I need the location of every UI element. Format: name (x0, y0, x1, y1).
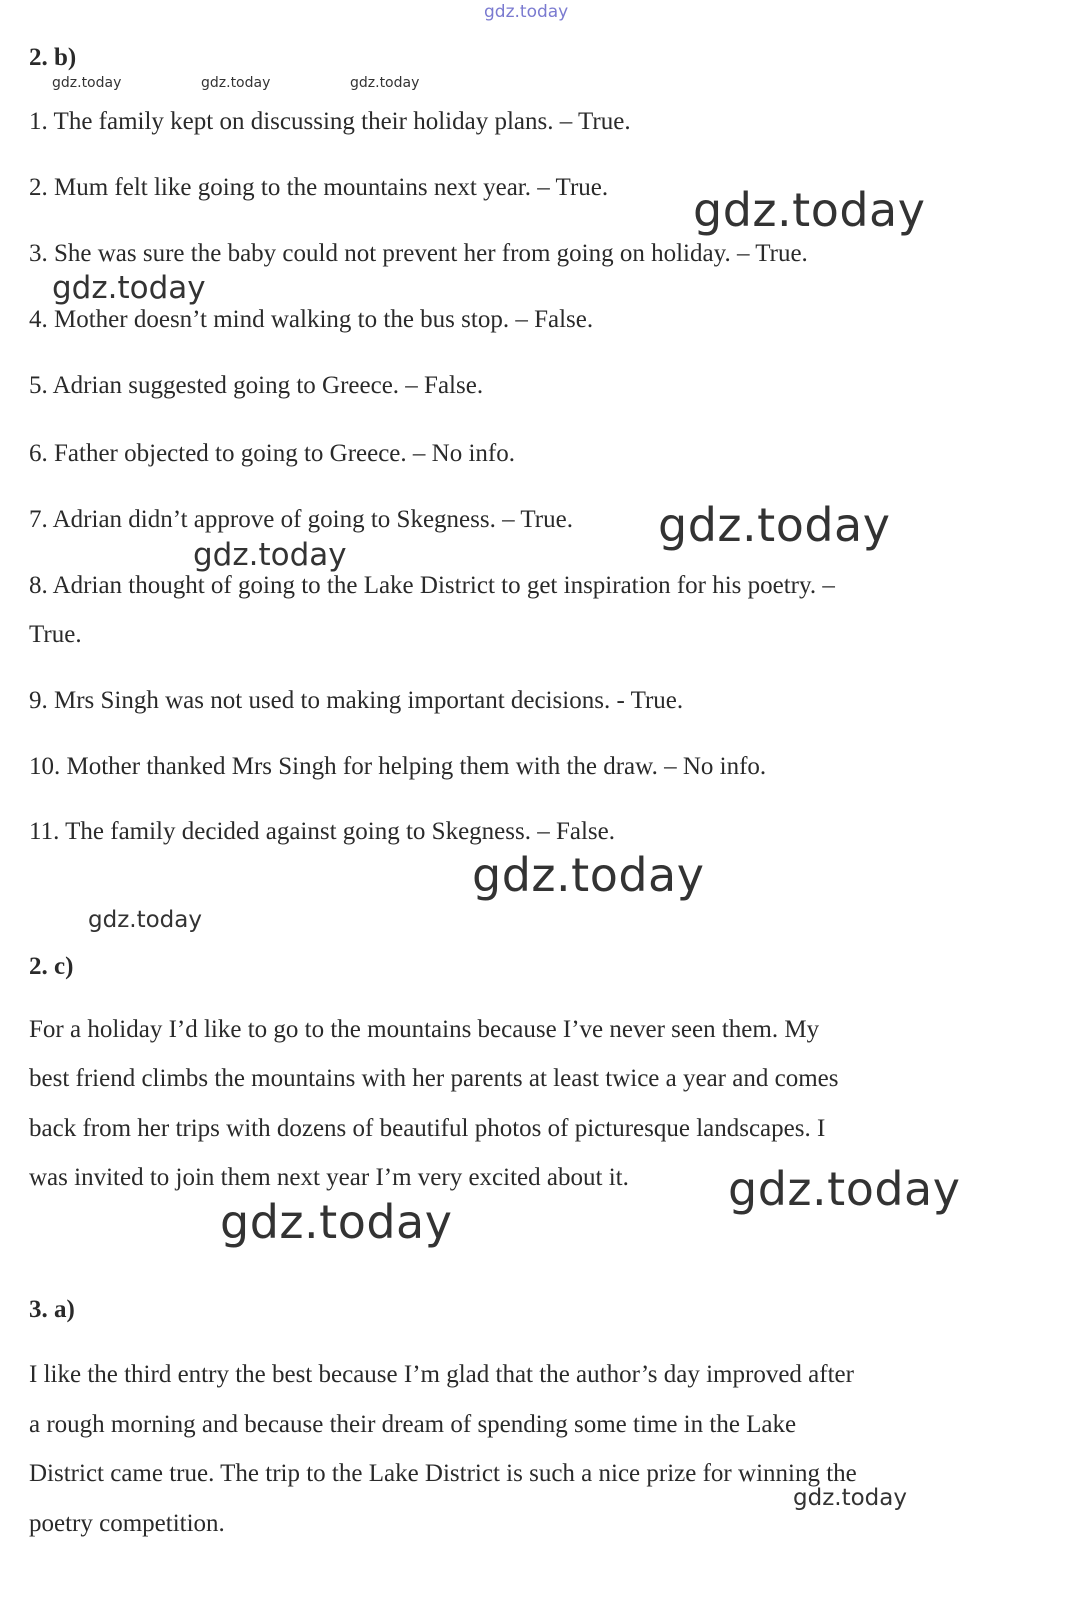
watermark: gdz.today (220, 1195, 453, 1249)
section-3a-heading: 3. a) (29, 1296, 75, 1323)
watermark: gdz.today (193, 537, 347, 573)
answer-item-8-continued: True. (29, 621, 82, 648)
answer-item-4: 4. Mother doesn’t mind walking to the bus stop. – False. (29, 306, 594, 333)
paragraph-line: I like the third entry the best because I’m glad that the author’s day improved after (29, 1361, 854, 1388)
paragraph-line: poetry competition. (29, 1510, 225, 1537)
answer-item-5: 5. Adrian suggested going to Greece. – False. (29, 372, 484, 399)
paragraph-line: was invited to join them next year I’m very excited about it. (29, 1164, 629, 1191)
answer-item-3: 3. She was sure the baby could not prevent her from going on holiday. – True. (29, 240, 808, 267)
answer-item-1: 1. The family kept on discussing their holiday plans. – True. (29, 108, 631, 135)
answer-item-2: 2. Mum felt like going to the mountains next year. – True. (29, 174, 609, 201)
section-2b-heading: 2. b) (29, 44, 77, 71)
answer-item-9: 9. Mrs Singh was not used to making important decisions. - True. (29, 687, 684, 714)
watermark: gdz.today (350, 75, 420, 91)
paragraph-line: District came true. The trip to the Lake District is such a nice prize for winning the (29, 1460, 857, 1487)
paragraph-line: back from her trips with dozens of beautiful photos of picturesque landscapes. I (29, 1115, 826, 1142)
watermark: gdz.today (693, 183, 926, 237)
answer-item-10: 10. Mother thanked Mrs Singh for helping them with the draw. – No info. (29, 753, 767, 780)
watermark: gdz.today (793, 1485, 907, 1511)
watermark: gdz.today (201, 75, 271, 91)
paragraph-line: For a holiday I’d like to go to the mountains because I’ve never seen them. My (29, 1016, 820, 1043)
watermark: gdz.today (658, 498, 891, 552)
answer-item-11: 11. The family decided against going to Skegness. – False. (29, 818, 616, 845)
watermark: gdz.today (472, 848, 705, 902)
answer-item-7: 7. Adrian didn’t approve of going to Skegness. – True. (29, 506, 573, 533)
watermark: gdz.today (52, 75, 122, 91)
section-2c-heading: 2. c) (29, 953, 74, 980)
paragraph-line: a rough morning and because their dream of spending some time in the Lake (29, 1411, 797, 1438)
watermark: gdz.today (88, 907, 202, 933)
watermark: gdz.today (728, 1162, 961, 1216)
watermark-top: gdz.today (484, 2, 569, 22)
paragraph-line: best friend climbs the mountains with her parents at least twice a year and comes (29, 1065, 839, 1092)
watermark: gdz.today (52, 270, 206, 306)
answer-item-8: 8. Adrian thought of going to the Lake District to get inspiration for his poetry. – (29, 572, 835, 599)
answer-item-6: 6. Father objected to going to Greece. – No info. (29, 440, 515, 467)
